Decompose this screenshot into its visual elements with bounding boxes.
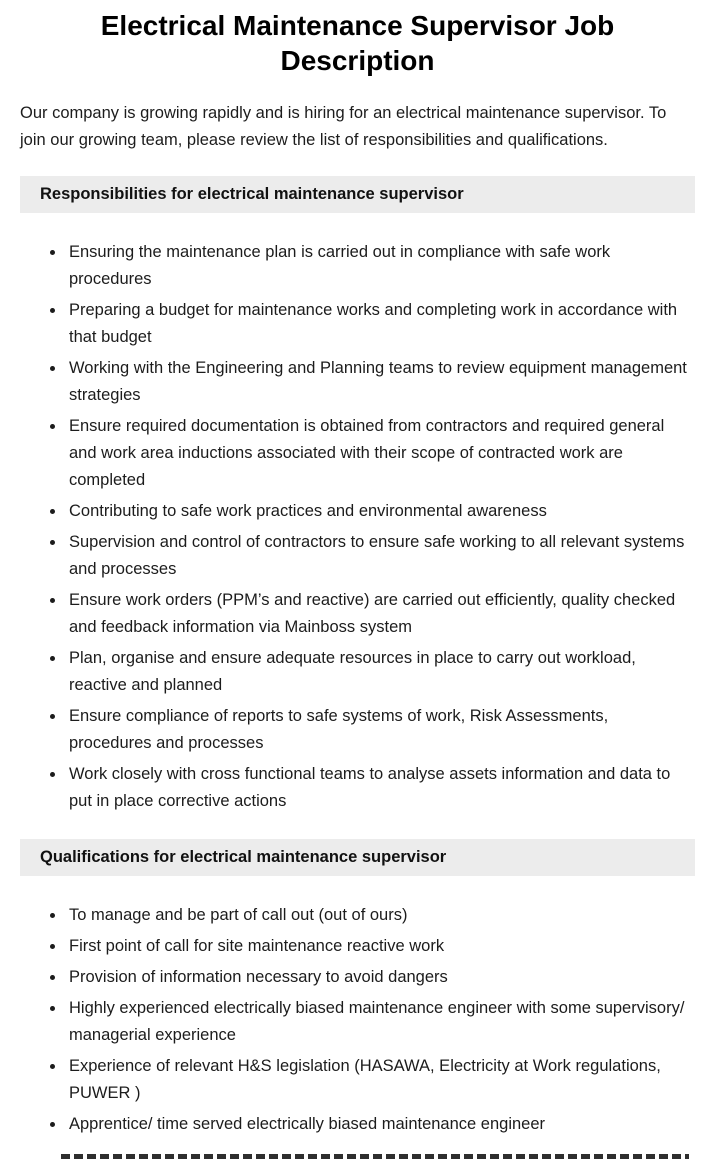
job-description-document — [0, 8, 720, 1159]
list-item: • Apprentice/ time served electrically biased maintenance engineer — [66, 1111, 695, 1138]
qualifications-section-heading: Qualifications for electrical maintenance supervisor — [20, 839, 695, 876]
list-item: • To manage and be part of call out (out of ours) — [66, 902, 695, 929]
list-item: • Ensure work orders (PPM’s and reactive) are carried out efficiently, quality checked and feedback information via Mainboss system — [66, 587, 695, 641]
list-item: • Provision of information necessary to avoid dangers — [66, 964, 695, 991]
list-item: • Ensuring the maintenance plan is carried out in compliance with safe work procedures — [66, 239, 695, 293]
intro-paragraph: Our company is growing rapidly and is hiring for an electrical maintenance supervisor. To join our growing team, please review the list of responsibilities and qualifications. — [20, 104, 667, 149]
list-item: • Preparing a budget for maintenance works and completing work in accordance with that budget — [66, 297, 695, 351]
list-item: • Ensure required documentation is obtained from contractors and required general and work area inductions associated with their scope of contracted work are completed — [66, 413, 695, 494]
responsibilities-list — [20, 239, 695, 815]
clipped-text-line — [61, 1154, 689, 1159]
qualifications-list — [20, 902, 695, 1138]
list-item: • Work closely with cross functional teams to analyse assets information and data to put in place corrective actions — [66, 761, 695, 815]
list-item: • First point of call for site maintenance reactive work — [66, 933, 695, 960]
list-item: • Working with the Engineering and Planning teams to review equipment management strategies — [66, 355, 695, 409]
list-item: • Ensure compliance of reports to safe systems of work, Risk Assessments, procedures and processes — [66, 703, 695, 757]
page-title: Electrical Maintenance Supervisor Job Description — [100, 10, 615, 76]
list-item: • Supervision and control of contractors to ensure safe working to all relevant systems and processes — [66, 529, 695, 583]
list-item: • Plan, organise and ensure adequate resources in place to carry out workload, reactive and planned — [66, 645, 695, 699]
list-item: • Highly experienced electrically biased maintenance engineer with some supervisory/ managerial experience — [66, 995, 695, 1049]
list-item: • Experience of relevant H&S legislation (HASAWA, Electricity at Work regulations, PUWER ) — [66, 1053, 695, 1107]
list-item: • Contributing to safe work practices and environmental awareness — [66, 498, 695, 525]
responsibilities-section-heading: Responsibilities for electrical maintenance supervisor — [20, 176, 695, 213]
